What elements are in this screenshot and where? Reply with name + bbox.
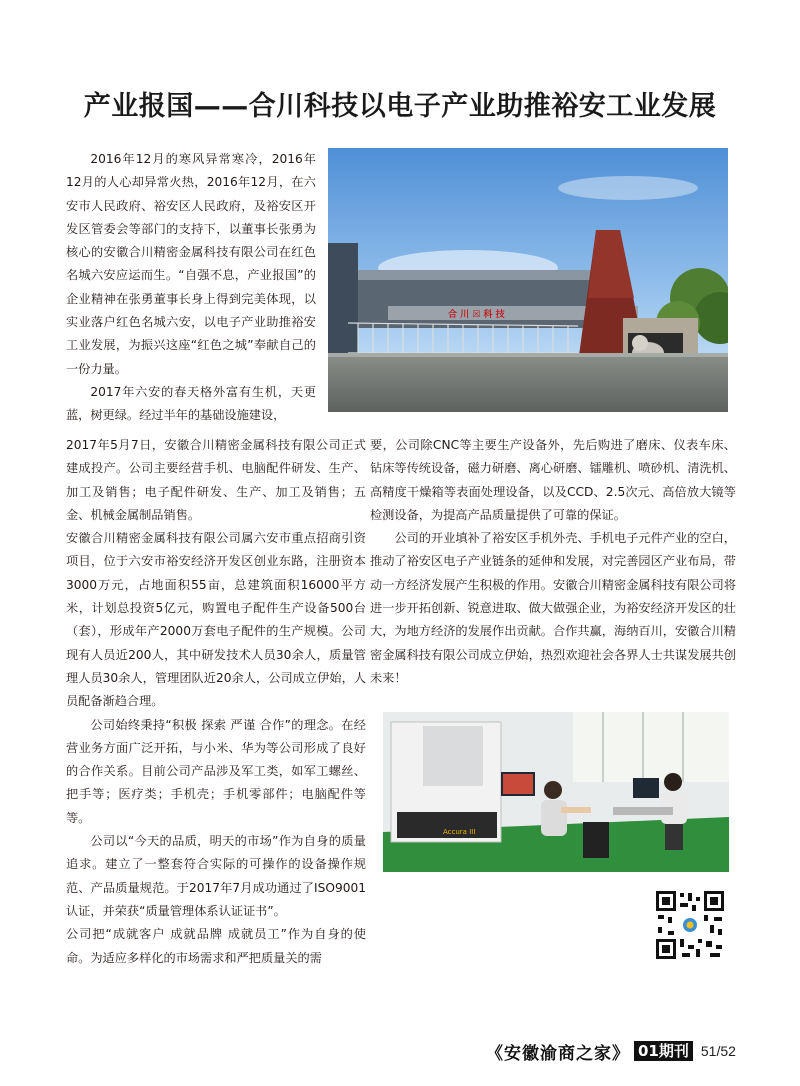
body-paragraph: 公司把“成就客户 成就品牌 成就员工”作为自身的使命。为适应多样化的市场需求和严把质量关的需 [66,927,366,965]
machine-label: Accura III [443,828,476,836]
factory-gate-photo [328,148,728,412]
body-paragraph: 公司始终秉持“积极 探索 严谨 合作”的理念。在经营业务方面广泛开拓，与小米、华为等公司形成了良好的合作关系。目前公司产品涉及军工类，如军工螺丝、把手等；医疗类；手机壳；手机零部件；电脑配件等等。 [66,717,366,825]
intro-paragraph: 2016年12月的寒风异常寒冷，2016年12月的人心却异常火热，2016年12月，在六安市人民政府、裕安区人民政府，及裕安区开发区管委会等部门的支持下，以董事长张勇为核心的安徽合川精密金属科技有限公司在红色名城六安应运而生。“自强不息，产业报国”的企业精神在张勇董事长身上得到完美体现，以实业落户红色名城六安，以电子产业助推裕安工业发展，为振兴这座“红色之城”奉献自己的一份力量。 [66,152,316,376]
magazine-name: 《安徽渝商之家》 [486,1043,630,1064]
body-paragraph: 2017年5月7日，安徽合川精密金属科技有限公司正式建成投产。公司主要经营手机、电脑配件研发、生产、加工及销售；电子配件研发、生产、加工及销售；五金、机械金属制品销售。 [66,438,366,522]
body-paragraph: 公司以“今天的品质，明天的市场”作为自身的质量追求。建立了一整套符合实际的可操作的设备操作规范、产品质量规范。于2017年7月成功通过了ISO9001认证，并荣获“质量管理体系认证证书”。 [66,834,366,918]
gate-sign-text: 合 川 ☒ 科 技 [448,310,505,320]
intro-paragraph: 2017年六安的春天格外富有生机，天更蓝，树更绿。经过半年的基础设施建设， [66,384,316,423]
page-numbers: 51/52 [700,1043,736,1059]
issue-badge: 01期刊 [634,1041,693,1061]
page-footer [486,1040,736,1062]
right-column [370,434,736,690]
qr-code[interactable] [654,889,726,961]
body-paragraph: 要，公司除CNC等主要生产设备外，先后购进了磨床、仪表车床、钻床等传统设备，磁力研磨、离心研磨、镭雕机、喷砂机、清洗机、高精度干燥箱等表面处理设备，以及CCD、2.5次元、高倍放大镜等检测设备，为提高产品质量提供了可靠的保证。 [370,438,736,522]
body-paragraph: 安徽合川精密金属科技有限公司属六安市重点招商引资项目，位于六安市裕安经济开发区创业东路，注册资本3000万元，占地面积55亩，总建筑面积16000平方米，计划总投资5亿元，购置电子配件生产设备500台（套），形成年产2000万套电子配件的生产规模。公司现有人员近200人，其中研发技术人员30余人，质量管理人员30余人，管理团队近20余人，公司成立伊始，人员配备渐趋合理。 [66,531,366,709]
body-paragraph: 公司的开业填补了裕安区手机外壳、手机电子元件产业的空白，推动了裕安区电子产业链条的延伸和发展，对完善园区产业布局，带动一方经济发展产生积极的作用。安徽合川精密金属科技有限公司将进一步开拓创新、锐意进取、做大做强企业，为裕安经济开发区的壮大，为地方经济的发展作出贡献。合作共赢，海纳百川，安徽合川精密金属科技有限公司成立伊始，热烈欢迎社会各界人士共谋发展共创未来！ [370,531,736,685]
inspection-room-photo [383,712,729,872]
left-column [66,434,366,970]
article-title: 产业报国——合川科技以电子产业助推裕安工业发展 [83,91,717,122]
intro-column [66,148,316,428]
